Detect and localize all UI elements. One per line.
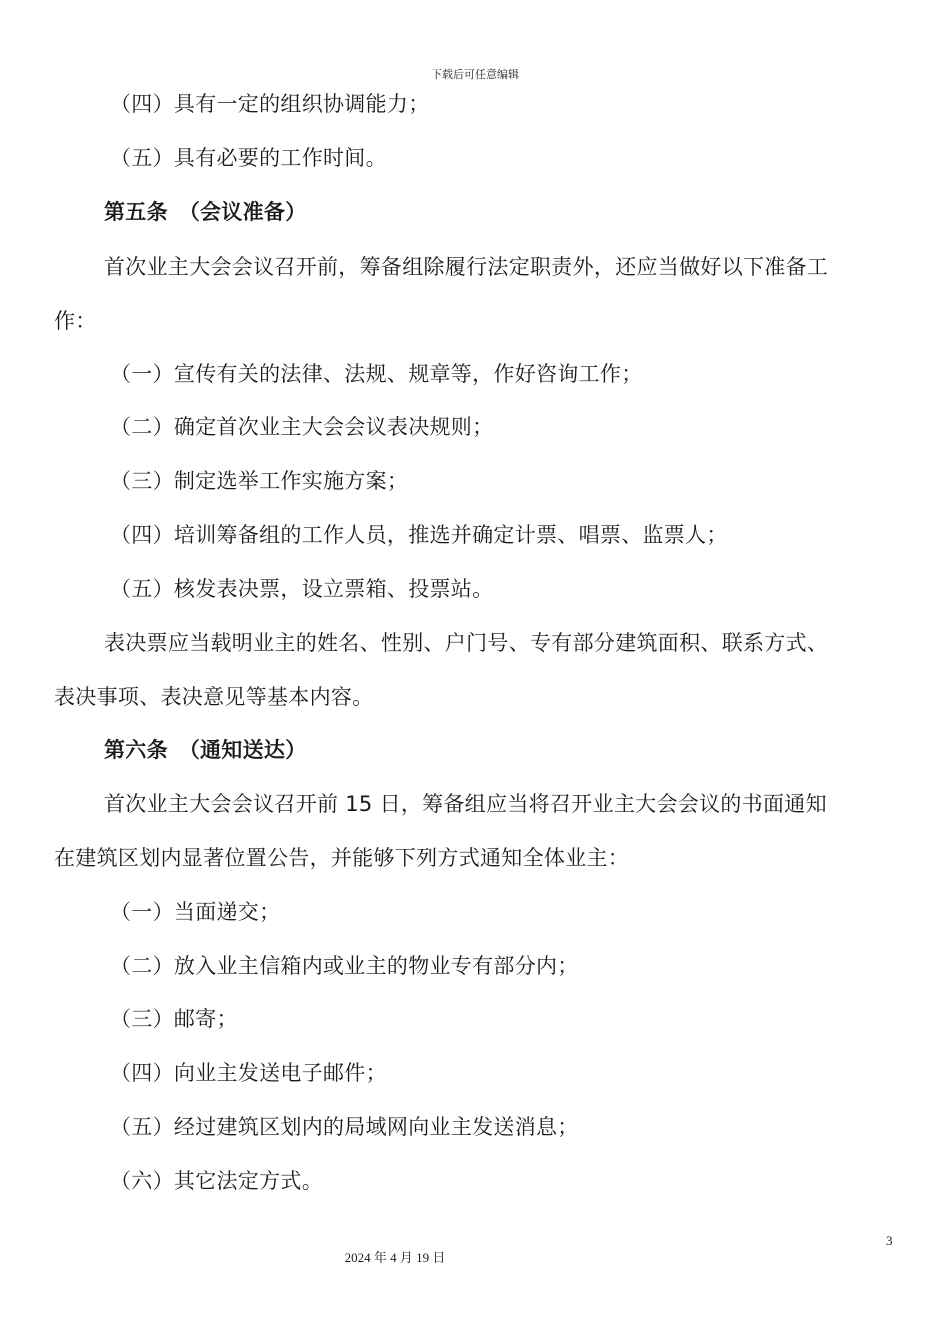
page-header: 下载后可任意编辑 bbox=[431, 68, 519, 81]
notice-item-3: （三）邮寄； bbox=[110, 1007, 238, 1031]
notice-item-5: （五）经过建筑区划内的局域网向业主发送消息； bbox=[110, 1115, 579, 1139]
list-item-4-training: （四）培训筹备组的工作人员，推选并确定计票、唱票、监票人； bbox=[110, 523, 728, 547]
list-item-5-time: （五）具有必要的工作时间。 bbox=[110, 146, 387, 170]
article-6-paragraph: 首次业主大会会议召开前 15 日，筹备组应当将召开业主大会会议的书面通知 bbox=[104, 792, 827, 816]
list-item-4-ability: （四）具有一定的组织协调能力； bbox=[110, 92, 430, 116]
ballot-content-paragraph-cont: 表决事项、表决意见等基本内容。 bbox=[54, 685, 374, 709]
ballot-content-paragraph: 表决票应当载明业主的姓名、性别、户门号、专有部分建筑面积、联系方式、 bbox=[104, 631, 829, 655]
list-item-3-election-plan: （三）制定选举工作实施方案； bbox=[110, 469, 409, 493]
article-5-paragraph: 首次业主大会会议召开前，筹备组除履行法定职责外，还应当做好以下准备工 bbox=[104, 255, 829, 279]
list-item-1-publicity: （一）宣传有关的法律、法规、规章等，作好咨询工作； bbox=[110, 362, 643, 386]
notice-item-4: （四）向业主发送电子邮件； bbox=[110, 1061, 387, 1085]
list-item-2-voting-rules: （二）确定首次业主大会会议表决规则； bbox=[110, 415, 494, 439]
article-6-heading: 第六条 （通知送达） bbox=[104, 738, 307, 762]
notice-item-6: （六）其它法定方式。 bbox=[110, 1169, 323, 1193]
notice-item-1: （一）当面递交； bbox=[110, 900, 281, 924]
notice-item-2: （二）放入业主信箱内或业主的物业专有部分内； bbox=[110, 954, 579, 978]
list-item-5-ballots: （五）核发表决票，设立票箱、投票站。 bbox=[110, 577, 494, 601]
article-5-paragraph-cont: 作： bbox=[54, 309, 97, 333]
page-number: 3 bbox=[886, 1233, 893, 1248]
article-6-paragraph-cont: 在建筑区划内显著位置公告，并能够下列方式通知全体业主： bbox=[54, 846, 630, 870]
footer-date: 2024 年 4 月 19 日 bbox=[344, 1250, 446, 1265]
article-5-heading: 第五条 （会议准备） bbox=[104, 200, 307, 224]
